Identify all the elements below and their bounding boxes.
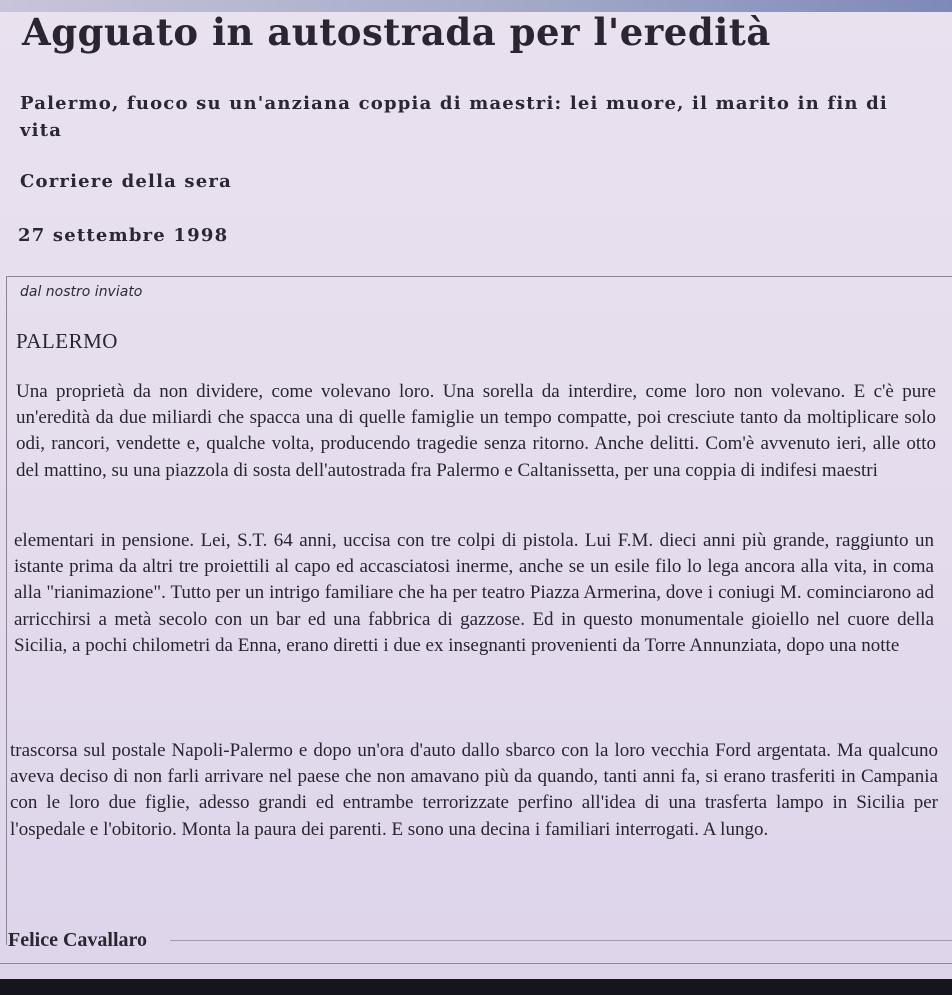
article-author: Felice Cavallaro	[8, 929, 148, 951]
article-paragraph-1: Una proprietà da non dividere, come volevano loro. Una sorella da interdire, come loro non volevano. E c'è pure un'eredità da due miliardi che spacca una di quelle famiglie un tempo compatte, poi cresciute tanto da moltiplicare solo odi, rancori, vendette e, qualche volta, producendo tragedie senza ritorno. Anche delitti. Com'è avvenuto ieri, alle otto del mattino, su una piazzola di sosta dell'autostrada fra Palermo e Caltanissetta, per una coppia di indifesi maestri	[16, 381, 936, 481]
article-source: Corriere della sera	[20, 171, 232, 192]
dateline: PALERMO	[16, 329, 118, 353]
author-divider	[170, 940, 952, 941]
article-headline: Agguato in autostrada per l'eredità	[22, 10, 771, 54]
screen-bottom-edge	[0, 979, 952, 995]
article-date: 27 settembre 1998	[18, 225, 229, 246]
article-paragraph-2: elementari in pensione. Lei, S.T. 64 anni, uccisa con tre colpi di pistola. Lui F.M. dieci anni più grande, raggiunto un istante prima da altri tre proiettili al capo ed accasciatosi inerme, anche se un esile filo lo lega ancora alla vita, in coma alla "rianimazione". Tutto per un intrigo familiare che ha per teatro Piazza Armerina, dove i coniugi M. cominciarono ad arricchirsi a metà secolo con un bar ed una fabbrica di gazzose. Ed in questo monumentale gioiello nel cuore della Sicilia, a pochi chilometri da Enna, erano diretti i due ex insegnanti provenienti da Torre Annunziata, dopo una notte	[14, 530, 934, 656]
byline-note: dal nostro inviato	[20, 284, 143, 300]
bottom-divider	[0, 963, 952, 964]
article-paragraph-3: trascorsa sul postale Napoli-Palermo e dopo un'ora d'auto dallo sbarco con la loro vecchia Ford argentata. Ma qualcuno aveva deciso di non farli arrivare nel paese che non amavano più da quando, tanti anni fa, si erano trasferiti in Campania con le loro due figlie, adesso grandi ed entrambe terrorizzate perfino all'idea di una trasferta lampo in Sicilia per l'ospedale e l'obitorio. Monta la paura dei parenti. E sono una decina i familiari interrogati. A lungo.	[10, 740, 938, 840]
article-subtitle: Palermo, fuoco su un'anziana coppia di maestri: lei muore, il marito in fin di vita	[20, 93, 888, 141]
